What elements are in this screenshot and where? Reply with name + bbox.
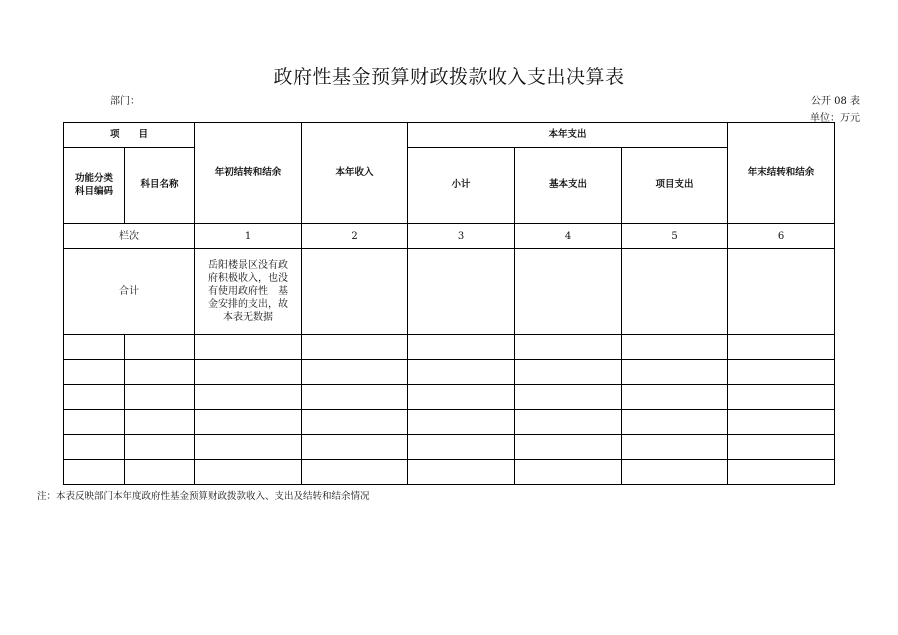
total-note-line: 有使用政府性 基	[208, 286, 289, 297]
department-label: 部门：	[110, 96, 140, 107]
table-row	[64, 410, 835, 435]
total-note-line: 本表无数据	[223, 312, 274, 323]
header-item-group: 项 目	[64, 123, 195, 148]
table-row	[64, 360, 835, 385]
fund-table	[63, 122, 835, 485]
total-note-line: 府积极收入，也没	[208, 273, 289, 284]
unit-label: 单位：万元	[810, 113, 860, 124]
col-number-4: 4	[515, 224, 622, 249]
col-number-1: 1	[195, 224, 302, 249]
total-cell	[728, 249, 835, 335]
total-note-line: 金安排的支出，故	[208, 299, 289, 310]
header-closing-balance: 年末结转和结余	[728, 123, 835, 224]
col-number-3: 3	[408, 224, 515, 249]
total-note-line: 岳阳楼景区没有政	[208, 260, 289, 271]
table-row	[64, 460, 835, 485]
row-sequence-label: 栏次	[64, 224, 195, 249]
total-note	[195, 249, 302, 335]
col-number-6: 6	[728, 224, 835, 249]
col-number-2: 2	[302, 224, 408, 249]
page-title: 政府性基金预算财政拨款收入支出决算表	[273, 66, 625, 88]
table-serial: 公开 08 表	[810, 96, 860, 107]
header-basic-expense: 基本支出	[515, 148, 622, 224]
total-cell	[408, 249, 515, 335]
header-annual-expense: 本年支出	[408, 123, 728, 148]
footnote: 注：本表反映部门本年度政府性基金预算财政拨款收入、支出及结转和结余情况	[37, 491, 370, 502]
table-row	[64, 435, 835, 460]
total-cell	[622, 249, 728, 335]
header-function-code	[64, 148, 125, 224]
total-cell	[302, 249, 408, 335]
table-row	[64, 385, 835, 410]
header-subject-name: 科目名称	[125, 148, 195, 224]
header-subtotal: 小计	[408, 148, 515, 224]
header-project-expense: 项目支出	[622, 148, 728, 224]
total-cell	[515, 249, 622, 335]
header-opening-balance: 年初结转和结余	[195, 123, 302, 224]
col-number-5: 5	[622, 224, 728, 249]
header-annual-income: 本年收入	[302, 123, 408, 224]
table-row	[64, 335, 835, 360]
header-function-code-line2: 科目编码	[74, 185, 113, 197]
total-label: 合计	[64, 249, 195, 335]
header-function-code-line1: 功能分类	[74, 173, 113, 185]
